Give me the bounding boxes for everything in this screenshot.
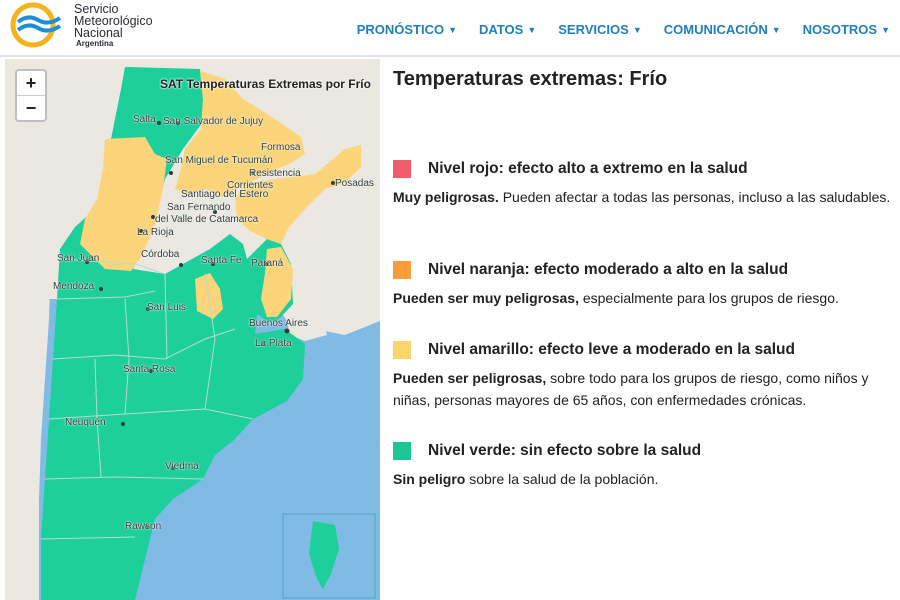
map-label-laplata: La Plata (255, 338, 292, 349)
nav-label: NOSOTROS (802, 22, 878, 37)
chevron-down-icon: ▼ (881, 25, 890, 35)
smn-logo-icon (10, 2, 66, 48)
chevron-down-icon: ▼ (527, 25, 537, 35)
red-swatch-icon (393, 160, 411, 178)
level-description (393, 468, 898, 490)
map-label-buenosaires: Buenos Aires (249, 318, 308, 329)
map-label-formosa: Formosa (261, 142, 301, 153)
zoom-control (15, 69, 47, 122)
zoom-out-button[interactable]: − (17, 95, 45, 120)
level-title: Nivel amarillo: efecto leve a moderado en la salud (428, 341, 795, 358)
level-description (393, 367, 898, 411)
logo-line-3: Nacional (74, 26, 123, 40)
map-label-cordoba: Córdoba (141, 249, 180, 260)
green-swatch-icon (393, 442, 411, 460)
level-red (393, 160, 898, 208)
map-graphic (5, 59, 380, 600)
nav-label: PRONÓSTICO (356, 22, 445, 37)
top-navigation-bar (0, 0, 900, 57)
map-label-jujuy: San Salvador de Jujuy (163, 116, 264, 127)
map-label-sanluis: San Luis (147, 302, 186, 313)
level-yellow (393, 341, 898, 411)
legend-panel (393, 68, 898, 487)
smn-logo[interactable] (10, 2, 160, 48)
map-label-corrientes: Corrientes (227, 180, 274, 191)
level-description-text: Pueden afectar a todas las personas, incluso a las saludables. (498, 189, 891, 205)
map-label-parana: Paraná (251, 258, 284, 269)
logo-line-2: Meteorológico (74, 14, 153, 28)
nav-item-datos[interactable] (479, 22, 536, 37)
alert-map[interactable] (5, 59, 380, 600)
level-title: Nivel naranja: efecto moderado a alto en la salud (428, 261, 789, 278)
level-header (393, 341, 898, 359)
level-description-text: sobre todo para los grupos de riesgo, como niños y niñas, personas mayores de 65 años, con enfermedades crónicas. (393, 370, 869, 408)
chevron-down-icon: ▼ (448, 25, 458, 35)
nav-item-servicios[interactable] (558, 22, 641, 37)
map-label-tucuman: San Miguel de Tucumán (165, 155, 273, 166)
level-description-text: especialmente para los grupos de riesgo. (578, 290, 839, 306)
map-label-viedma: Viedma (165, 461, 199, 472)
level-description-bold: Pueden ser peligrosas, (393, 370, 547, 386)
level-description (393, 186, 898, 208)
level-title: Nivel verde: sin efecto sobre la salud (428, 442, 702, 459)
nav-item-pronostico[interactable] (357, 22, 457, 37)
map-label-neuquen: Neuquén (65, 417, 106, 428)
nav-item-nosotros[interactable] (803, 22, 890, 37)
page-title: Temperaturas extremas: Frío (393, 68, 668, 90)
main-nav (357, 22, 900, 37)
nav-label: COMUNICACIÓN (663, 22, 768, 37)
level-orange (393, 261, 898, 309)
map-label-catamarca-1: San Fernando (167, 202, 231, 213)
logo-line-1: Servicio (74, 2, 119, 16)
level-description-bold: Sin peligro (393, 471, 466, 487)
level-green (393, 442, 898, 490)
yellow-swatch-icon (393, 341, 411, 359)
map-title: SAT Temperaturas Extremas por Frío (160, 77, 371, 91)
zoom-in-button[interactable]: + (25, 73, 37, 93)
nav-label: DATOS (479, 22, 524, 37)
map-label-larioja: La Rioja (137, 227, 174, 238)
map-label-posadas: Posadas (335, 178, 374, 189)
level-description-text: sobre la salud de la población. (465, 471, 659, 487)
nav-item-comunicacion[interactable] (664, 22, 781, 37)
nav-label: SERVICIOS (558, 22, 629, 37)
level-header (393, 261, 898, 279)
map-label-santarosa: Santa Rosa (123, 364, 176, 375)
map-label-resistencia: Resistencia (249, 168, 301, 179)
map-label-sanjuan: San Juan (57, 253, 100, 264)
level-title: Nivel rojo: efecto alto a extremo en la salud (428, 160, 748, 177)
logo-line-4: Argentina (76, 39, 114, 48)
logo-text (74, 3, 153, 49)
level-description (393, 287, 898, 309)
chevron-down-icon: ▼ (632, 25, 642, 35)
level-description-bold: Pueden ser muy peligrosas, (393, 290, 579, 306)
map-label-salta: Salta (133, 114, 156, 125)
level-header (393, 160, 898, 178)
map-label-rawson: Rawson (125, 521, 162, 532)
map-label-mendoza: Mendoza (53, 281, 95, 292)
level-description-bold: Muy peligrosas. (393, 189, 499, 205)
level-header (393, 442, 898, 460)
map-label-santiago: Santiago del Estero (181, 189, 269, 200)
map-label-santafe: Santa Fe (201, 255, 242, 266)
map-label-catamarca-2: del Valle de Catamarca (155, 214, 259, 225)
chevron-down-icon: ▼ (771, 25, 781, 35)
orange-swatch-icon (393, 261, 411, 279)
